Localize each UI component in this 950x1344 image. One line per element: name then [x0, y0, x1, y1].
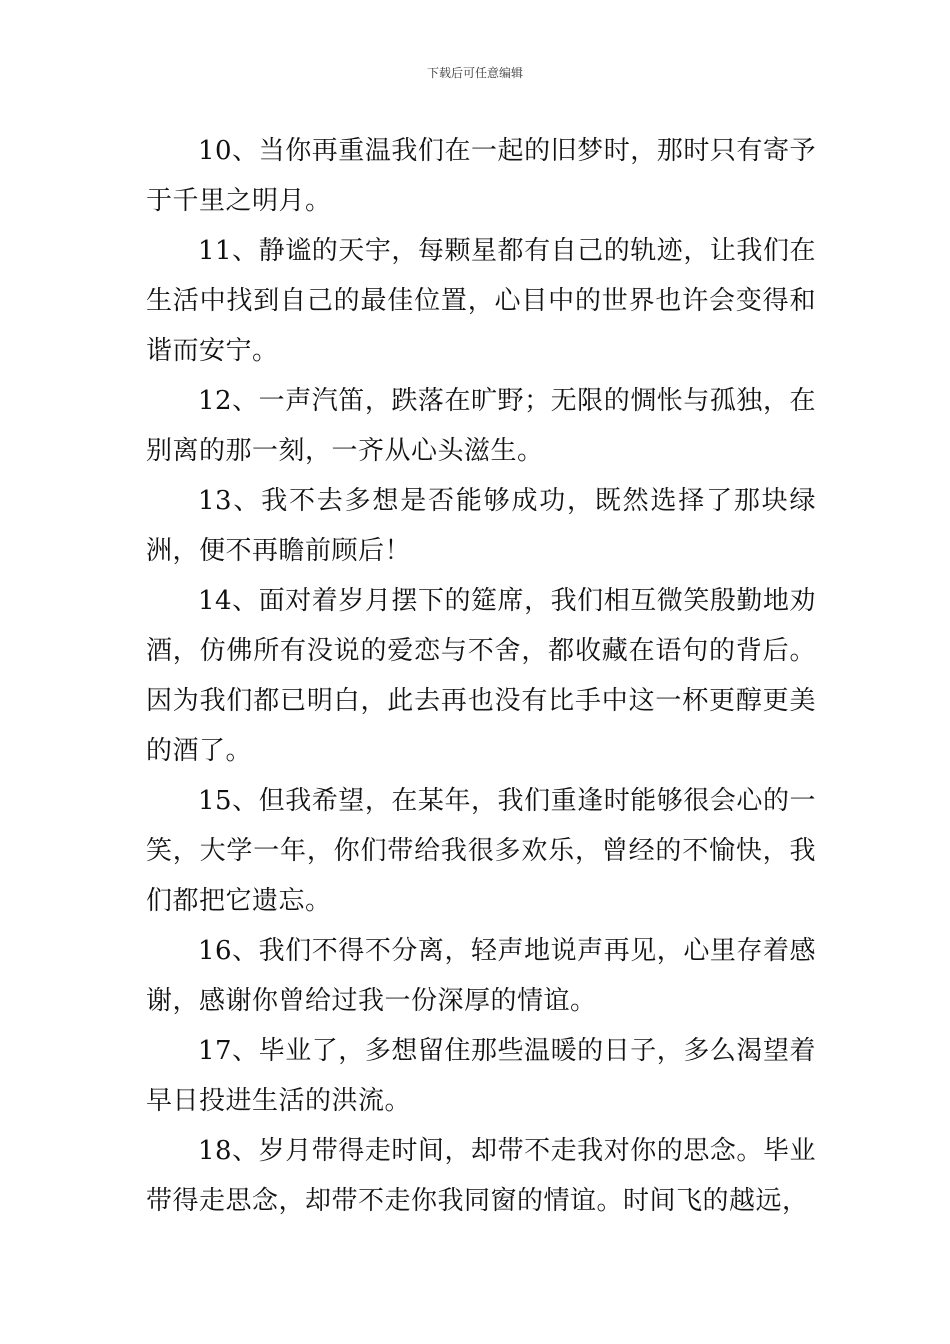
document-body	[146, 126, 816, 1226]
paragraph-10: 10、当你再重温我们在一起的旧梦时，那时只有寄予于千里之明月。	[146, 136, 816, 216]
paragraph-16: 16、我们不得不分离，轻声地说声再见，心里存着感谢，感谢你曾给过我一份深厚的情谊。	[146, 936, 816, 1016]
paragraph-14: 14、面对着岁月摆下的筵席，我们相互微笑殷勤地劝酒，仿佛所有没说的爱恋与不舍，都收藏在语句的背后。因为我们都已明白，此去再也没有比手中这一杯更醇更美的酒了。	[146, 586, 816, 766]
paragraph-13: 13、我不去多想是否能够成功，既然选择了那块绿洲，便不再瞻前顾后！	[146, 486, 816, 566]
page-header-note: 下载后可任意编辑	[426, 66, 523, 80]
paragraph-18: 18、岁月带得走时间，却带不走我对你的思念。毕业带得走思念，却带不走你我同窗的情谊。时间飞的越远，	[146, 1136, 816, 1216]
paragraph-11: 11、静谧的天宇，每颗星都有自己的轨迹，让我们在生活中找到自己的最佳位置，心目中的世界也许会变得和谐而安宁。	[146, 236, 816, 366]
paragraph-17: 17、毕业了，多想留住那些温暖的日子，多么渴望着早日投进生活的洪流。	[146, 1036, 816, 1116]
paragraph-15: 15、但我希望，在某年，我们重逢时能够很会心的一笑，大学一年，你们带给我很多欢乐，曾经的不愉快，我们都把它遗忘。	[146, 786, 816, 916]
paragraph-12: 12、一声汽笛，跌落在旷野；无限的惆怅与孤独，在别离的那一刻，一齐从心头滋生。	[146, 386, 816, 466]
